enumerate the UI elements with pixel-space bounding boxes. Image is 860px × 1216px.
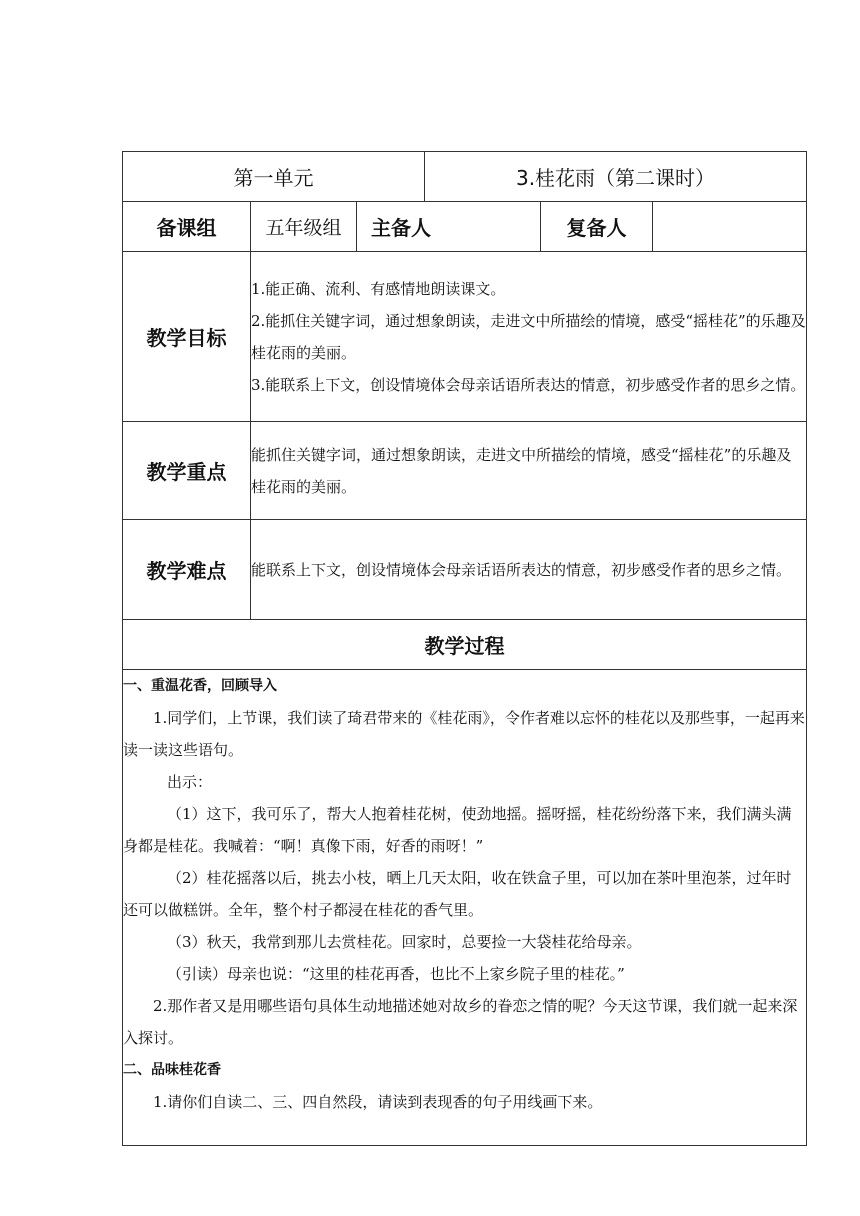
difficulties-row — [123, 520, 807, 620]
process-paragraph: （引读）母亲也说：“这里的桂花再香，也比不上家乡院子里的桂花。” — [167, 965, 625, 983]
key-points-row — [123, 422, 807, 520]
objective-item: 1.能正确、流利、有感情地朗读课文。 — [251, 279, 506, 298]
objective-item: 2.能抓住关键字词，通过想象朗读，走进文中所描绘的情境，感受“摇桂花”的乐趣及桂花雨的美丽。 — [251, 311, 806, 362]
difficulties-label: 教学难点 — [123, 520, 251, 620]
key-points-label: 教学重点 — [123, 422, 251, 520]
objectives-content — [251, 252, 807, 422]
lead-label: 主备人 — [357, 202, 541, 252]
group-label: 备课组 — [123, 202, 251, 252]
review-label: 复备人 — [541, 202, 653, 252]
process-paragraph: （1）这下，我可乐了，帮大人抱着桂花树，使劲地摇。摇呀摇，桂花纷纷落下来，我们满头满身都是桂花。我喊着：“啊！真像下雨，好香的雨呀！” — [123, 805, 792, 855]
lesson-plan-table — [122, 151, 807, 1146]
process-body-row — [123, 670, 807, 1146]
lesson-title-cell: 3.桂花雨（第二课时） — [425, 152, 807, 202]
process-paragraph: （2）桂花摇落以后，挑去小枝，晒上几天太阳，收在铁盒子里，可以加在茶叶里泡茶，过年时还可以做糕饼。全年，整个村子都浸在桂花的香气里。 — [123, 869, 792, 919]
process-content — [123, 670, 807, 1146]
difficulties-content: 能联系上下文，创设情境体会母亲话语所表达的情意，初步感受作者的思乡之情。 — [251, 520, 807, 620]
process-paragraph: 1.请你们自读二、三、四自然段，请读到表现香的句子用线画下来。 — [153, 1093, 603, 1111]
process-paragraph: （3）秋天，我常到那儿去赏桂花。回家时，总要捡一大袋桂花给母亲。 — [167, 933, 642, 951]
process-paragraph: 出示： — [167, 773, 213, 791]
process-paragraph: 1.同学们，上节课，我们读了琦君带来的《桂花雨》，令作者难以忘怀的桂花以及那些事，一起再来读一读这些语句。 — [123, 709, 805, 759]
review-value — [653, 202, 807, 252]
objectives-label: 教学目标 — [123, 252, 251, 422]
section-heading: 一、重温花香，回顾导入 — [123, 678, 277, 694]
unit-cell: 第一单元 — [123, 152, 425, 202]
objective-item: 3.能联系上下文，创设情境体会母亲话语所表达的情意，初步感受作者的思乡之情。 — [251, 375, 806, 394]
staff-row — [123, 202, 807, 252]
group-value: 五年级组 — [251, 202, 357, 252]
title-row — [123, 152, 807, 202]
lesson-plan-sheet — [122, 151, 806, 1146]
process-title-row — [123, 620, 807, 670]
process-title: 教学过程 — [123, 620, 807, 670]
objectives-row — [123, 252, 807, 422]
process-paragraph: 2.那作者又是用哪些语句具体生动地描述她对故乡的眷恋之情的呢？今天这节课，我们就一起来深入探讨。 — [123, 997, 798, 1047]
key-points-content: 能抓住关键字词，通过想象朗读，走进文中所描绘的情境，感受“摇桂花”的乐趣及桂花雨的美丽。 — [251, 422, 807, 520]
section-heading: 二、品味桂花香 — [123, 1062, 221, 1078]
